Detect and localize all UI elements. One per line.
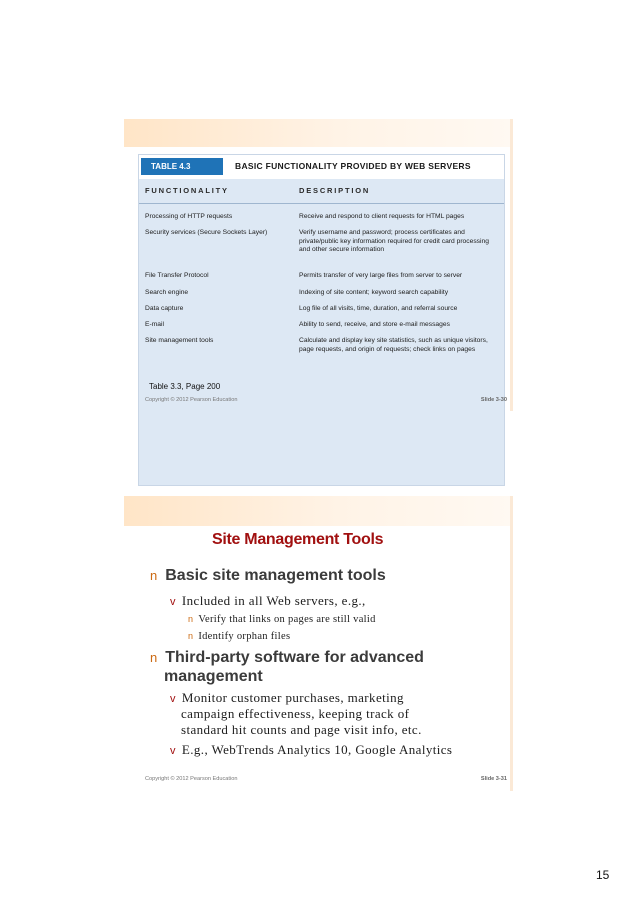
bullet-continuation: management xyxy=(164,668,263,685)
bullet-text: Identify orphan files xyxy=(198,631,291,642)
functionality-cell: Site management tools xyxy=(145,337,214,344)
functionality-cell: Data capture xyxy=(145,305,184,312)
column-header-description: DESCRIPTION xyxy=(299,186,371,195)
bullet-marker: n xyxy=(150,650,158,665)
slide-header-band xyxy=(124,119,513,147)
table-column-headers xyxy=(139,179,504,204)
bullet-marker: v xyxy=(170,745,176,757)
slide-edge xyxy=(510,119,513,411)
functionality-cell: Processing of HTTP requests xyxy=(145,213,233,220)
bullet-level3 xyxy=(188,630,290,643)
slide-header-band xyxy=(124,496,513,526)
table-caption: Table 3.3, Page 200 xyxy=(149,382,221,391)
slide-title: Site Management Tools xyxy=(212,531,384,548)
copyright-text: Copyright © 2012 Pearson Education xyxy=(145,776,238,782)
functionality-cell: Security services (Secure Sockets Layer) xyxy=(145,229,268,236)
web-server-functionality-table xyxy=(138,154,505,486)
functionality-cell: Search engine xyxy=(145,289,189,296)
table-header xyxy=(139,155,504,179)
description-cell: Log file of all visits, time, duration, and referral source xyxy=(299,305,458,312)
column-header-functionality: FUNCTIONALITY xyxy=(145,186,229,195)
table-number: TABLE 4.3 xyxy=(141,158,223,175)
bullet-text: Included in all Web servers, e.g., xyxy=(181,593,366,608)
functionality-cell: E-mail xyxy=(145,321,164,328)
slide-edge xyxy=(510,496,513,791)
bullet-marker: v xyxy=(170,693,176,705)
slide-number: Slide 3-30 xyxy=(480,397,507,403)
bullet-marker: n xyxy=(188,631,194,641)
functionality-cell: File Transfer Protocol xyxy=(145,272,209,279)
bullet-text: Basic site management tools xyxy=(165,567,386,584)
bullet-level2 xyxy=(170,593,366,611)
slide-30 xyxy=(124,119,513,411)
page-number: 15 xyxy=(596,868,610,882)
description-cell: Indexing of site content; keyword search capability xyxy=(299,289,449,296)
description-cell: Verify username and password; process certificates and private/public key information required for credit card processing and other secure information xyxy=(299,229,489,254)
bullet-marker: v xyxy=(170,596,176,608)
copyright-text: Copyright © 2012 Pearson Education xyxy=(145,397,238,403)
bullet-text: E.g., WebTrends Analytics 10, Google Analytics xyxy=(181,742,453,757)
description-cell: Calculate and display key site statistics, such as unique visitors, page requests, and origin of requests; check links on pages xyxy=(299,337,488,353)
bullet-text: Verify that links on pages are still valid xyxy=(198,614,376,625)
bullet-text: Third-party software for advanced xyxy=(165,649,424,666)
bullet-level2 xyxy=(170,742,452,760)
bullet-continuation: campaign effectiveness, keeping track of xyxy=(181,706,410,721)
bullet-continuation: standard hit counts and page visit info, etc. xyxy=(181,722,422,737)
bullet-marker: n xyxy=(150,568,158,583)
table-title: BASIC FUNCTIONALITY PROVIDED BY WEB SERVERS xyxy=(235,161,471,171)
bullet-text: Monitor customer purchases, marketing xyxy=(181,690,404,705)
description-cell: Receive and respond to client requests for HTML pages xyxy=(299,213,465,220)
description-cell: Permits transfer of very large files from server to server xyxy=(299,272,463,279)
bullet-level2 xyxy=(170,690,404,708)
slide-31 xyxy=(124,496,513,791)
bullet-level1 xyxy=(150,648,424,667)
description-cell: Ability to send, receive, and store e-mail messages xyxy=(299,321,450,328)
bullet-level1 xyxy=(150,566,386,585)
slide-number: Slide 3-31 xyxy=(480,776,507,782)
bullet-marker: n xyxy=(188,614,194,624)
bullet-level3 xyxy=(188,613,376,626)
